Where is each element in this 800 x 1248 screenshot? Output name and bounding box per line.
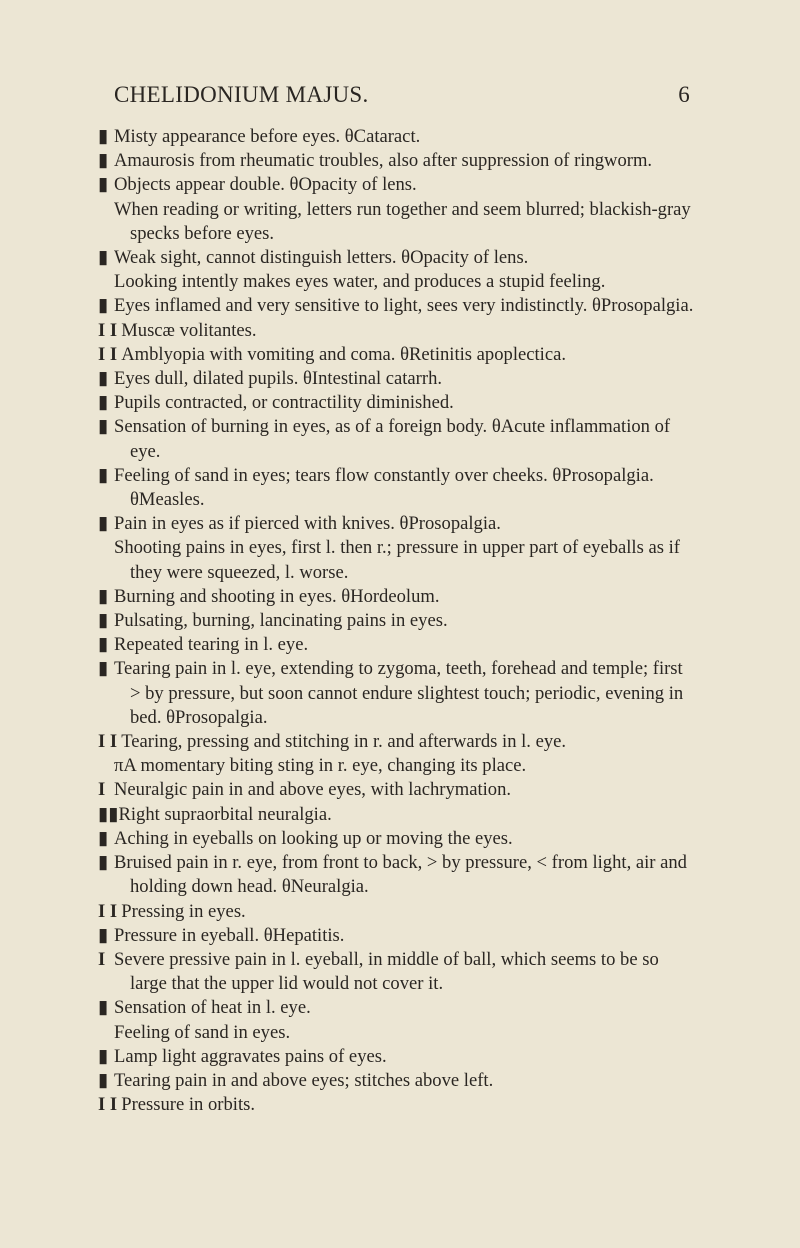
list-item: I Severe pressive pain in l. eyeball, in middle of ball, which seems to be so large that the upper lid would not cover it.: [98, 948, 659, 995]
list-item: [114, 270, 694, 294]
entry-text: Tearing pain in l. eye, extending to zygoma, teeth, forehead and temple; first > by pressure, but soon cannot endure slightest touch; periodic, evening in bed. θProsopalgia.: [114, 658, 684, 728]
list-item: ▮ Pulsating, burning, lancinating pains in eyes.: [98, 610, 448, 632]
entry-text: Tearing, pressing and stitching in r. and afterwards in l. eye.: [121, 731, 567, 753]
entry-text: Pressure in orbits.: [121, 1094, 255, 1116]
list-item: [98, 803, 694, 827]
entry-text: Repeated tearing in l. eye.: [114, 634, 309, 656]
list-item: ▮ Amaurosis from rheumatic troubles, also after suppression of ringworm.: [98, 150, 653, 172]
list-item: ▮ Pressure in eyeball. θHepatitis.: [98, 924, 345, 946]
list-item: I Neuralgic pain in and above eyes, with lachrymation.: [98, 779, 512, 801]
grade-mark: I I: [98, 343, 118, 365]
list-item: [114, 1021, 694, 1045]
list-item: ▮ Burning and shooting in eyes. θHordeolum.: [98, 585, 440, 607]
entry-text: Sensation of heat in l. eye.: [114, 997, 311, 1019]
list-item: [114, 754, 694, 778]
entry-text: Pupils contracted, or contractility diminished.: [114, 392, 454, 414]
entry-text: Tearing pain in and above eyes; stitches above left.: [114, 1069, 494, 1091]
entry-text: πA momentary biting sting in r. eye, changing its place.: [114, 755, 527, 777]
entry-text: Objects appear double. θOpacity of lens.: [114, 174, 417, 196]
list-item: ▮ Feeling of sand in eyes; tears flow constantly over cheeks. θProsopalgia. θMeasles.: [98, 464, 654, 511]
list-item: ▮ Weak sight, cannot distinguish letters. θOpacity of lens.: [98, 247, 529, 269]
list-item: [98, 730, 694, 754]
list-item: ▮ Objects appear double. θOpacity of lens.: [98, 174, 417, 196]
entry-text: Feeling of sand in eyes.: [114, 1021, 291, 1043]
list-item: ▮ Pupils contracted, or contractility diminished.: [98, 392, 454, 414]
list-item: ▮ Repeated tearing in l. eye.: [98, 634, 309, 656]
symptom-list: [98, 125, 694, 1117]
entry-text: Pulsating, burning, lancinating pains in eyes.: [114, 610, 448, 632]
entry-text: Eyes dull, dilated pupils. θIntestinal catarrh.: [114, 368, 443, 390]
list-item: ▮ Lamp light aggravates pains of eyes.: [98, 1045, 387, 1067]
list-item: [98, 343, 694, 367]
entry-text: Shooting pains in eyes, first l. then r.; pressure in upper part of eyeballs as if they were squeezed, l. worse.: [114, 537, 680, 583]
entry-text: Feeling of sand in eyes; tears flow constantly over cheeks. θProsopalgia. θMeasles.: [114, 464, 654, 511]
grade-mark: ▮▮: [98, 803, 119, 825]
entry-text: Severe pressive pain in l. eyeball, in middle of ball, which seems to be so large that the upper lid would not cover it.: [114, 948, 659, 995]
entry-text: Aching in eyeballs on looking up or moving the eyes.: [114, 827, 513, 849]
page-number: 6: [678, 82, 690, 107]
entry-text: Pressing in eyes.: [121, 900, 246, 922]
grade-mark: I I: [98, 731, 118, 753]
entry-text: Misty appearance before eyes. θCataract.: [114, 126, 421, 147]
list-item: ▮ Pain in eyes as if pierced with knives. θProsopalgia.: [98, 513, 501, 535]
list-item: ▮ Tearing pain in and above eyes; stitches above left.: [98, 1069, 494, 1091]
entry-text: Pressure in eyeball. θHepatitis.: [114, 924, 345, 946]
entry-text: Amaurosis from rheumatic troubles, also after suppression of ringworm.: [114, 150, 653, 172]
entry-text: Weak sight, cannot distinguish letters. θOpacity of lens.: [114, 247, 529, 269]
entry-text: Muscæ volitantes.: [121, 319, 257, 341]
list-item: [114, 198, 694, 246]
entry-text: Looking intently makes eyes water, and produces a stupid feeling.: [114, 271, 606, 293]
list-item: ▮ Sensation of burning in eyes, as of a foreign body. θAcute inflammation of eye.: [98, 416, 671, 462]
list-item: [98, 1093, 694, 1117]
grade-mark: I I: [98, 1094, 118, 1116]
entry-text: Sensation of burning in eyes, as of a foreign body. θAcute inflammation of eye.: [114, 416, 671, 462]
running-title: CHELIDONIUM MAJUS.: [114, 82, 369, 107]
grade-mark: I I: [98, 319, 118, 341]
list-item: ▮ Bruised pain in r. eye, from front to back, > by pressure, < from light, air and holding down head. θNeuralgia.: [98, 852, 687, 898]
entry-text: Eyes inflamed and very sensitive to light, sees very indistinctly. θProsopalgia.: [114, 295, 694, 317]
entry-text: Pain in eyes as if pierced with knives. θProsopalgia.: [114, 513, 501, 535]
entry-text: Neuralgic pain in and above eyes, with lachrymation.: [114, 779, 512, 801]
list-item: [98, 900, 694, 924]
entry-text: Burning and shooting in eyes. θHordeolum.: [114, 585, 440, 607]
list-item: ▮ Misty appearance before eyes. θCataract.: [98, 126, 421, 147]
grade-mark: I I: [98, 900, 118, 922]
list-item: [98, 319, 694, 343]
entry-text: Right supraorbital neuralgia.: [118, 803, 332, 825]
entry-text: Lamp light aggravates pains of eyes.: [114, 1045, 387, 1067]
list-item: ▮ Aching in eyeballs on looking up or moving the eyes.: [98, 827, 513, 849]
list-item: [114, 536, 694, 584]
list-item: ▮ Tearing pain in l. eye, extending to zygoma, teeth, forehead and temple; first > by pressure, but soon cannot endure slightest touch; periodic, evening in bed. θProsopalgia.: [98, 658, 684, 728]
entry-text: When reading or writing, letters run together and seem blurred; blackish-gray specks before eyes.: [114, 198, 691, 244]
list-item: ▮ Sensation of heat in l. eye.: [98, 997, 311, 1019]
list-item: ▮ Eyes inflamed and very sensitive to light, sees very indistinctly. θProsopalgia.: [98, 295, 694, 317]
entry-text: Amblyopia with vomiting and coma. θRetinitis apoplectica.: [121, 343, 566, 365]
entry-text: Bruised pain in r. eye, from front to back, > by pressure, < from light, air and holding down head. θNeuralgia.: [114, 852, 687, 898]
list-item: ▮ Eyes dull, dilated pupils. θIntestinal catarrh.: [98, 368, 443, 390]
